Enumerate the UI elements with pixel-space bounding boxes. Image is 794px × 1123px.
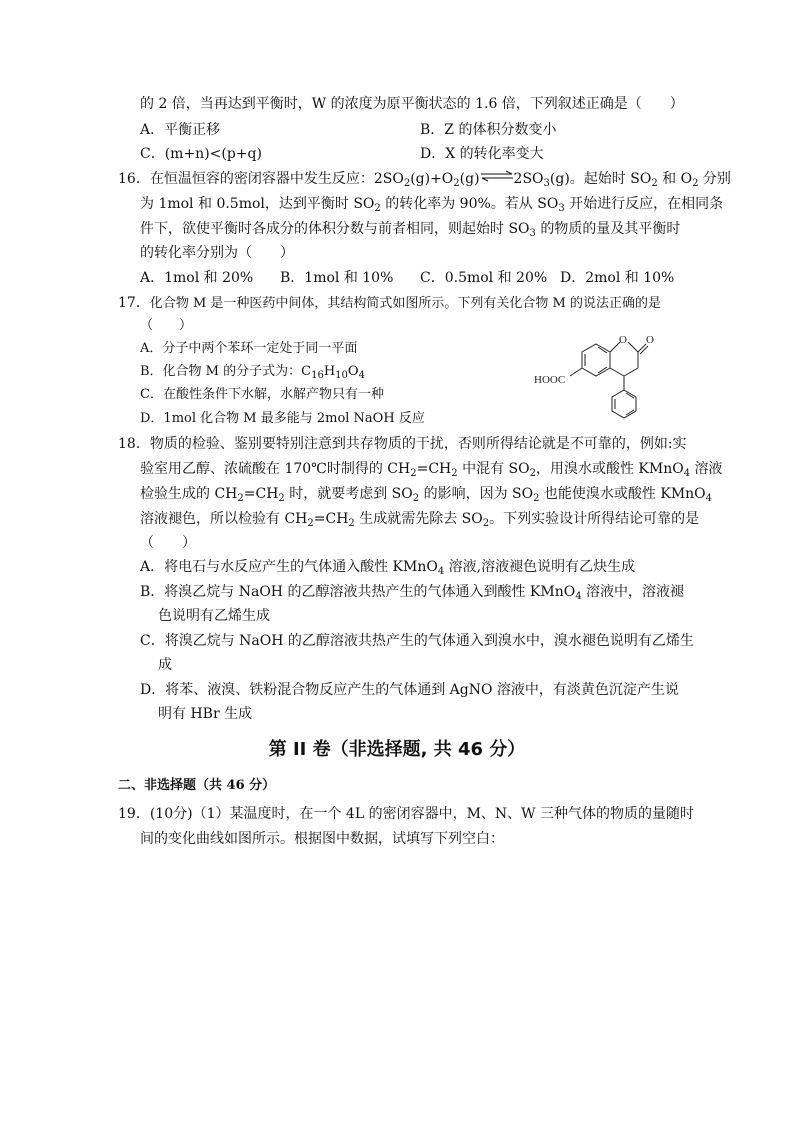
subscript: 2 [453,178,460,189]
q16-option-c: C．0.5mol 和 20% [420,270,548,286]
q18-text: 溶液中，溶液褪 [581,584,685,600]
q18-number: 18． [118,436,150,452]
subscript: 10 [335,370,348,381]
q17-stem: 化合物 M 是一种医药中间体，其结构简式如图所示。下列有关化合物 M 的说法正确的是 [149,296,661,311]
q18-text: 中混有 SO [457,461,530,477]
q17-number: 17． [118,295,150,311]
subscript: 2 [348,518,355,529]
carbonyl-oxygen-label: O [646,334,654,346]
q18-line-3 [140,484,712,509]
hooc-label: HOOC [534,374,566,386]
q18-text: =CH [416,461,452,477]
q18-option-d [140,680,679,705]
subscript: 2 [451,468,458,479]
subscript: 3 [529,228,536,239]
q18-text: 验室用乙醇、浓硫酸在 170℃时制得的 CH [140,461,411,477]
benzene-ring-phenyl [612,390,636,418]
q18-option-b [140,582,684,607]
q16-option-d: D．2mol 和 10% [560,270,675,286]
subscript: 4 [705,493,713,504]
subscript: 3 [558,203,565,214]
subscript: 2 [692,178,699,189]
subscript: 16 [311,370,324,381]
q17-answer-paren: （ ） [140,318,193,333]
q16-text: 的物质的量及其平衡时 [535,221,681,237]
q15-continuation: 的 2 倍，当再达到平衡时，W 的浓度为原平衡状态的 1.6 倍，下列叙述正确是（ ） [140,96,684,112]
q16-text: 2SO [513,171,544,187]
q16-text: 分别 [698,171,731,187]
q18-text: 溶液 [690,461,723,477]
q15-option-c: C．(m+n)<(p+q) [140,146,262,162]
q16-text: (g) [459,171,480,187]
q18-option-b-cont: 色说明有乙烯生成 [158,608,270,624]
q18-text: 溶液褪色，所以检验有 CH [140,511,308,527]
subscript: 2 [412,493,420,504]
q18-answer-paren: （ ） [140,535,196,551]
q18-text: D．将苯、液溴、铁粉混合物反应产生的气体通到 AgNO [140,682,493,698]
q18-option-c-cont: 成 [158,657,172,673]
subscript: 2 [403,178,411,189]
q18-text: 。下列实验设计所得结论可靠的是 [489,511,700,527]
subscript: 2 [651,178,658,189]
q16-text: 开始进行反应，在相同条 [564,196,724,212]
q19-line-1 [118,804,694,824]
subscript: 4 [358,370,365,381]
q16-text: 为 1mol 和 0.5mol，达到平衡时 SO [140,196,375,212]
subscript: 2 [410,468,417,479]
q18-option-d-cont: 明有 HBr 生成 [158,706,253,722]
q15-option-b: B．Z 的体积分数变小 [420,122,557,138]
q18-text: 溶液,溶液褪色说明有乙炔生成 [444,559,636,575]
lactone-ring [610,342,648,376]
part-two-title: 第 II 卷（非选择题, 共 46 分） [268,739,526,760]
q18-text: 生成就需先除去 SO [354,511,483,527]
q18-option-a [140,557,635,582]
subscript: 2 [533,493,540,504]
q15-option-a: A．平衡正移 [140,122,221,138]
equilibrium-arrow-icon [480,170,514,182]
q17-option-b [140,362,365,386]
q18-text: B．将溴乙烷与 NaOH 的乙醇溶液共热产生的气体通入到酸性 KMnO [140,584,576,600]
q18-text: =CH [243,486,279,502]
q18-line-4 [140,509,699,534]
subscript: 2 [307,518,314,529]
q17-option-d: D．1mol 化合物 M 最多能与 2mol NaOH 反应 [140,411,425,426]
q15-option-d: D．X 的转化率变大 [420,146,544,162]
q16-text: 件下，欲使平衡时各成分的体积分数与前者相同，则起始时 SO [140,221,530,237]
subscript: 4 [683,468,691,479]
q17-text: H [323,364,336,379]
q18-text: 的影响，因为 SO [419,486,534,502]
q16-text: (g)+O [410,171,454,187]
q18-option-c: C．将溴乙烷与 NaOH 的乙醇溶液共热产生的气体通入到溴水中，溴水褪色说明有乙烯生 [140,633,694,649]
q16-text: 在恒温恒容的密闭容器中发生反应：2SO [149,171,404,187]
q16-line-4: 的转化率分别为（ ） [140,245,294,261]
q16-text: 的转化率为 90%。若从 SO [380,196,559,212]
q18-text: 检验生成的 CH [140,486,238,502]
q16-line-3 [140,219,680,244]
q18-text: ，用溴水或酸性 KMnO [535,461,684,477]
subscript: 2 [482,518,490,529]
subscript: 2 [278,493,285,504]
subscript: 4 [575,591,582,602]
cooh-bond [570,368,582,376]
q18-text: =CH [313,511,349,527]
subscript: 4 [437,566,445,577]
q18-text: A．将电石与水反应产生的气体通入酸性 KMnO [140,559,438,575]
q18-text: 物质的检验、鉴别要特别注意到共存物质的干扰，否则所得结论就是不可靠的，例如:实 [149,436,687,452]
q18-line-2 [140,459,723,484]
ring-oxygen-label: O [619,334,627,346]
q18-line-1 [118,434,687,454]
q17-line-1 [118,293,661,314]
q19-line-2: 间的变化曲线如图所示。根据图中数据，试填写下列空白： [140,831,504,847]
subscript: 2 [374,203,381,214]
q16-option-a: A．1mol 和 20% [140,270,254,286]
q17-text: O [347,364,359,379]
q18-text: 也能使溴水或酸性 KMnO [539,486,706,502]
q17-option-a: A．分子中两个苯环一定处于同一平面 [140,341,358,356]
q17-text: B．化合物 M 的分子式为：C [140,364,312,379]
q16-number: 16． [118,171,150,187]
subscript: 2 [237,493,244,504]
section-heading: 二、非选择题（共 46 分） [118,778,276,793]
q19-text: (10分)（1）某温度时，在一个 4L 的密闭容器中，M、N、W 三种气体的物质的量随时 [149,806,695,822]
q19-number: 19． [118,806,150,822]
q17-option-c: C．在酸性条件下水解，水解产物只有一种 [140,387,384,402]
q16-line-1 [118,169,731,194]
q16-text: (g)。起始时 SO [549,171,652,187]
q18-text: 时，就要考虑到 SO [284,486,413,502]
q18-text: 溶液中，有淡黄色沉淀产生说 [492,682,679,698]
q16-line-2 [140,194,723,219]
q16-text: 和 O [657,171,693,187]
subscript: 3 [543,178,550,189]
compound-m-structure [530,322,680,430]
benzene-ring-left [582,344,610,376]
q16-option-b: B．1mol 和 10% [280,270,394,286]
subscript: 2 [529,468,536,479]
